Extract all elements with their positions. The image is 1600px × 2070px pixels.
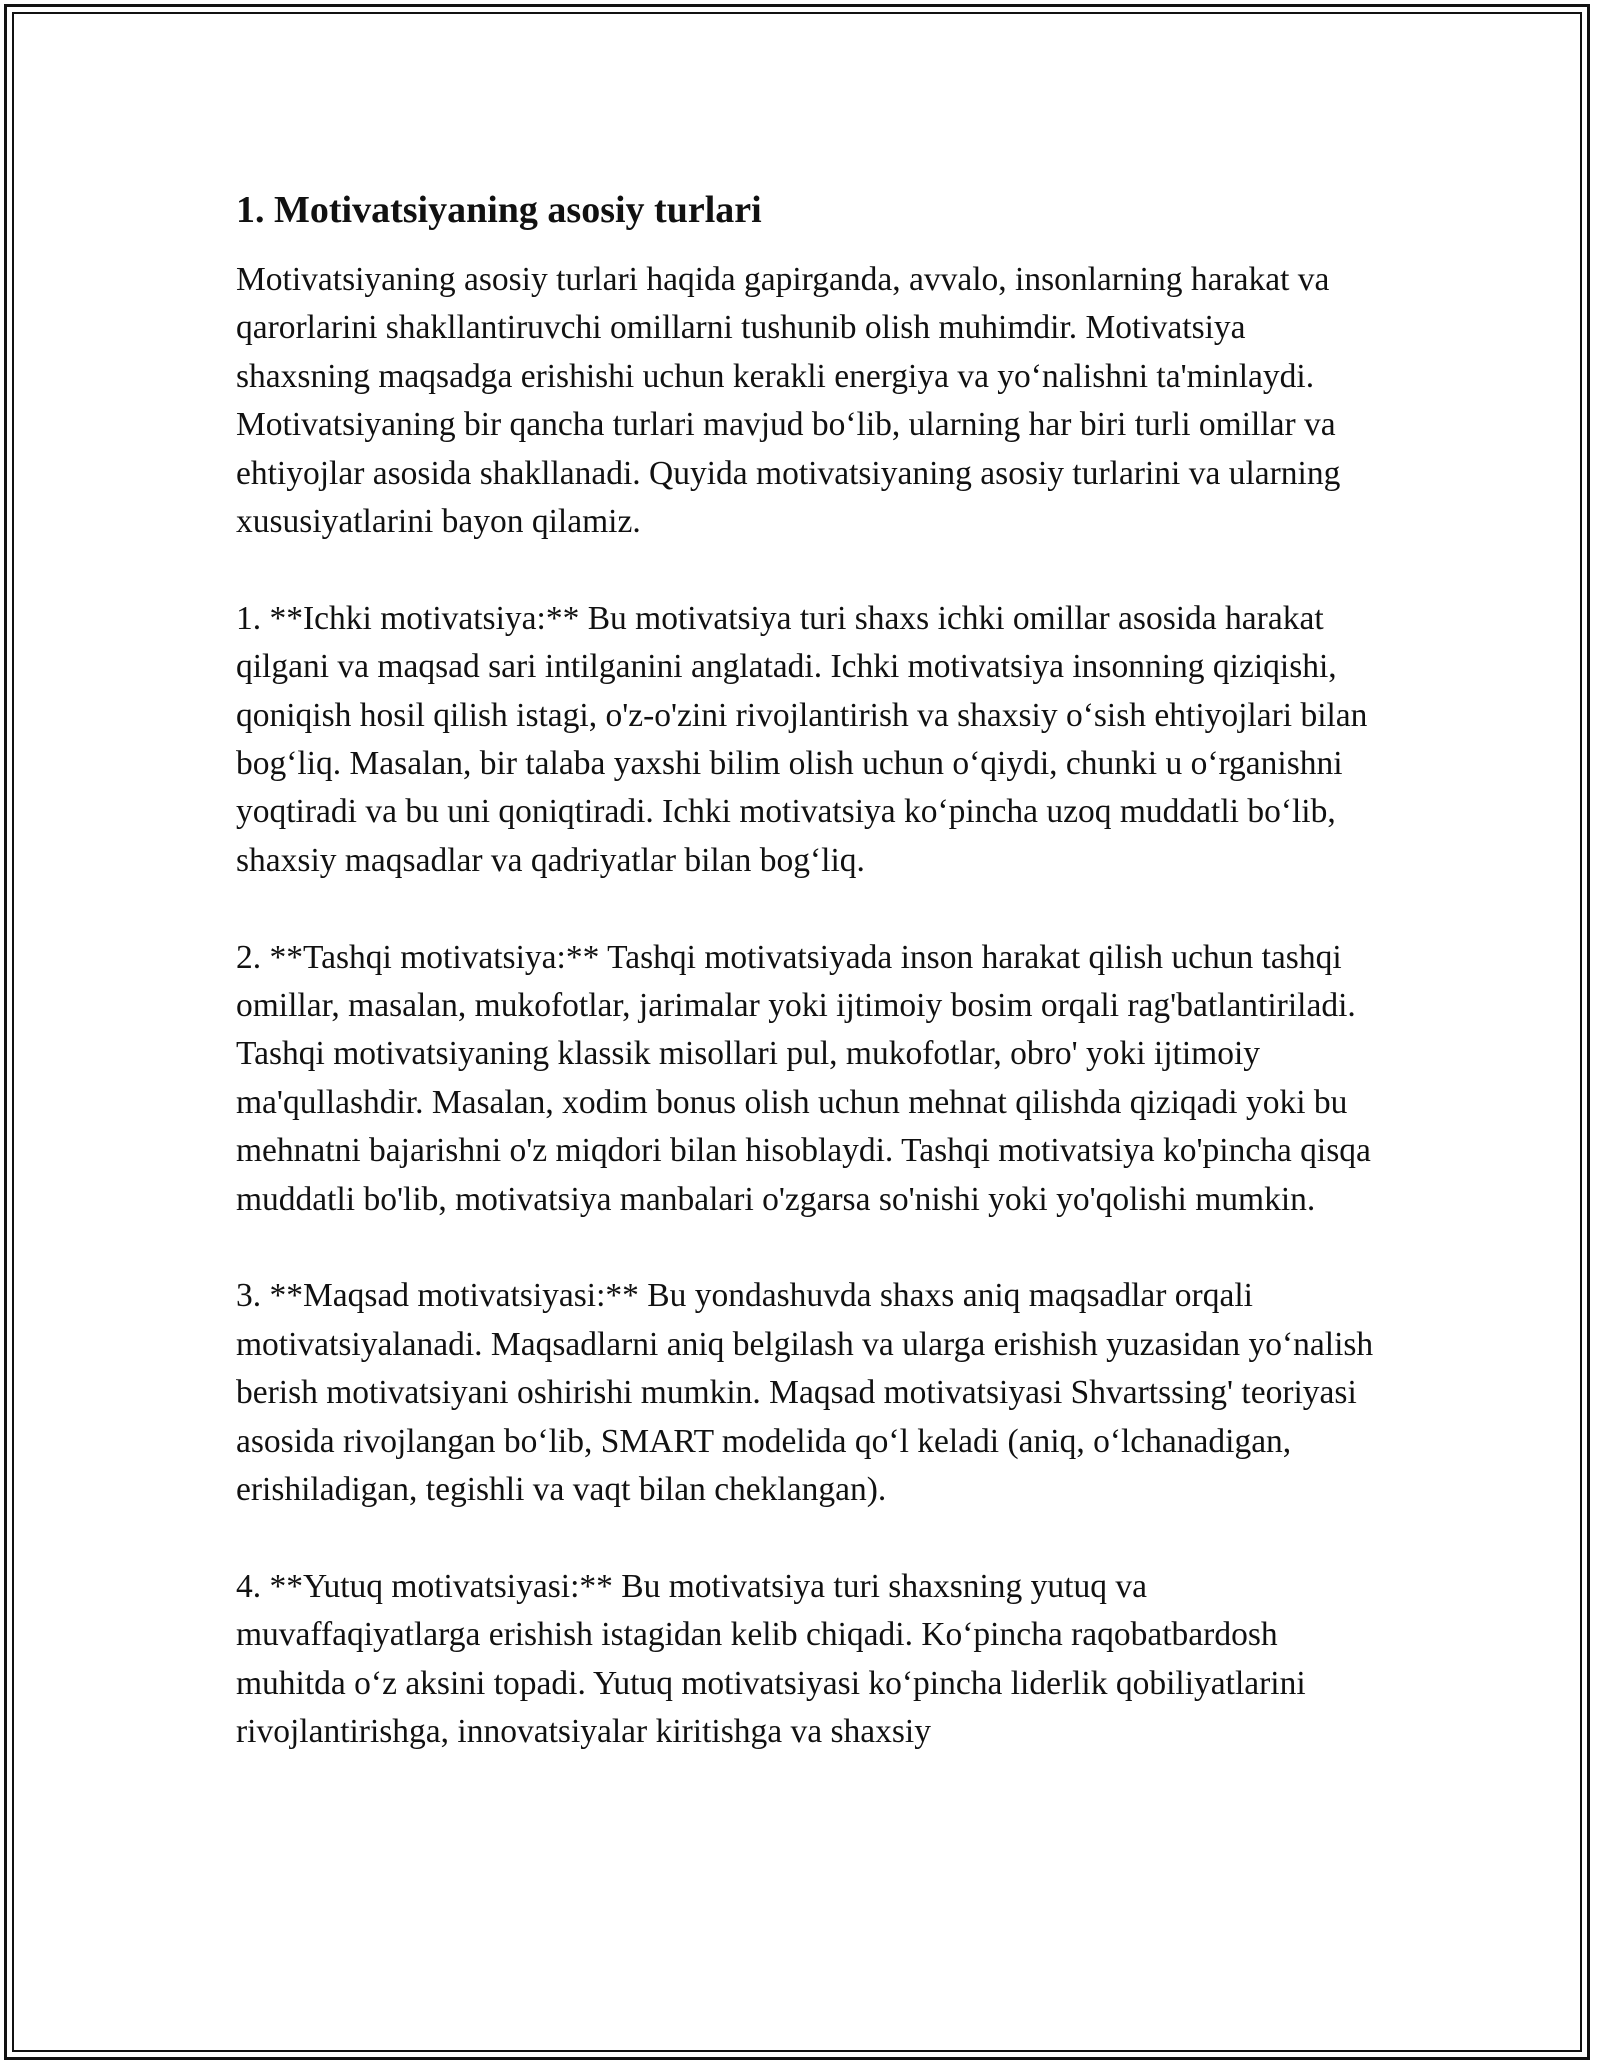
- yutuq-motivatsiyasi-paragraph: 4. **Yutuq motivatsiyasi:** Bu motivatsiya turi shaxsning yutuq va muvaffaqiyatlarga erishish istagidan kelib chiqadi. Ko‘pincha raqobatbardosh muhitda o‘z aksini topadi. Yutuq motivatsiyasi ko‘pincha liderlik qobiliyatlarini rivojlantirishga, innovatsiyalar kiritishga va shaxsiy: [236, 1567, 1306, 1751]
- ichki-motivatsiya-paragraph: 1. **Ichki motivatsiya:** Bu motivatsiya turi shaxs ichki omillar asosida harakat qilgani va maqsad sari intilganini anglatadi. Ichki motivatsiya insonning qiziqishi, qoniqish hosil qilish istagi, o'z-o'zini rivojlantirish va shaxsiy o‘sish ehtiyojlari bilan bog‘liq. Masalan, bir talaba yaxshi bilim olish uchun o‘qiydi, chunki u o‘rganishni yoqtiradi va bu uni qoniqtiradi. Ichki motivatsiya ko‘pincha uzoq muddatli bo‘lib, shaxsiy maqsadlar va qadriyatlar bilan bog‘liq.: [236, 599, 1368, 879]
- intro-paragraph: Motivatsiyaning asosiy turlari haqida gapirganda, avvalo, insonlarning harakat va qarorlarini shakllantiruvchi omillarni tushunib olish muhimdir. Motivatsiya shaxsning maqsadga erishishi uchun kerakli energiya va yo‘nalishni ta'minlaydi. Motivatsiyaning bir qancha turlari mavjud bo‘lib, ularning har biri turli omillar va ehtiyojlar asosida shakllanadi. Quyida motivatsiyaning asosiy turlarini va ularning xususiyatlarini bayon qilamiz.: [236, 261, 1341, 541]
- tashqi-motivatsiya-paragraph: 2. **Tashqi motivatsiya:** Tashqi motivatsiyada inson harakat qilish uchun tashqi omillar, masalan, mukofotlar, jarimalar yoki ijtimoiy bosim orqali rag'batlantiriladi. Tashqi motivatsiyaning klassik misollari pul, mukofotlar, obro' yoki ijtimoiy ma'qullashdir. Masalan, xodim bonus olish uchun mehnat qilishda qiziqadi yoki bu mehnatni bajarishni o'z miqdori bilan hisoblaydi. Tashqi motivatsiya ko'pincha qisqa muddatli bo'lib, motivatsiya manbalari o'zgarsa so'nishi yoki yo'qolishi mumkin.: [236, 938, 1371, 1218]
- document-body: [236, 186, 1376, 1805]
- section-heading: 1. Motivatsiyaning asosiy turlari: [236, 189, 762, 231]
- maqsad-motivatsiyasi-paragraph: 3. **Maqsad motivatsiyasi:** Bu yondashuvda shaxs aniq maqsadlar orqali motivatsiyalanadi. Maqsadlarni aniq belgilash va ularga erishish yuzasidan yo‘nalish berish motivatsiyani oshirishi mumkin. Maqsad motivatsiyasi Shvartssing' teoriyasi asosida rivojlangan bo‘lib, SMART modelida qo‘l keladi (aniq, o‘lchanadigan, erishiladigan, tegishli va vaqt bilan cheklangan).: [236, 1277, 1374, 1509]
